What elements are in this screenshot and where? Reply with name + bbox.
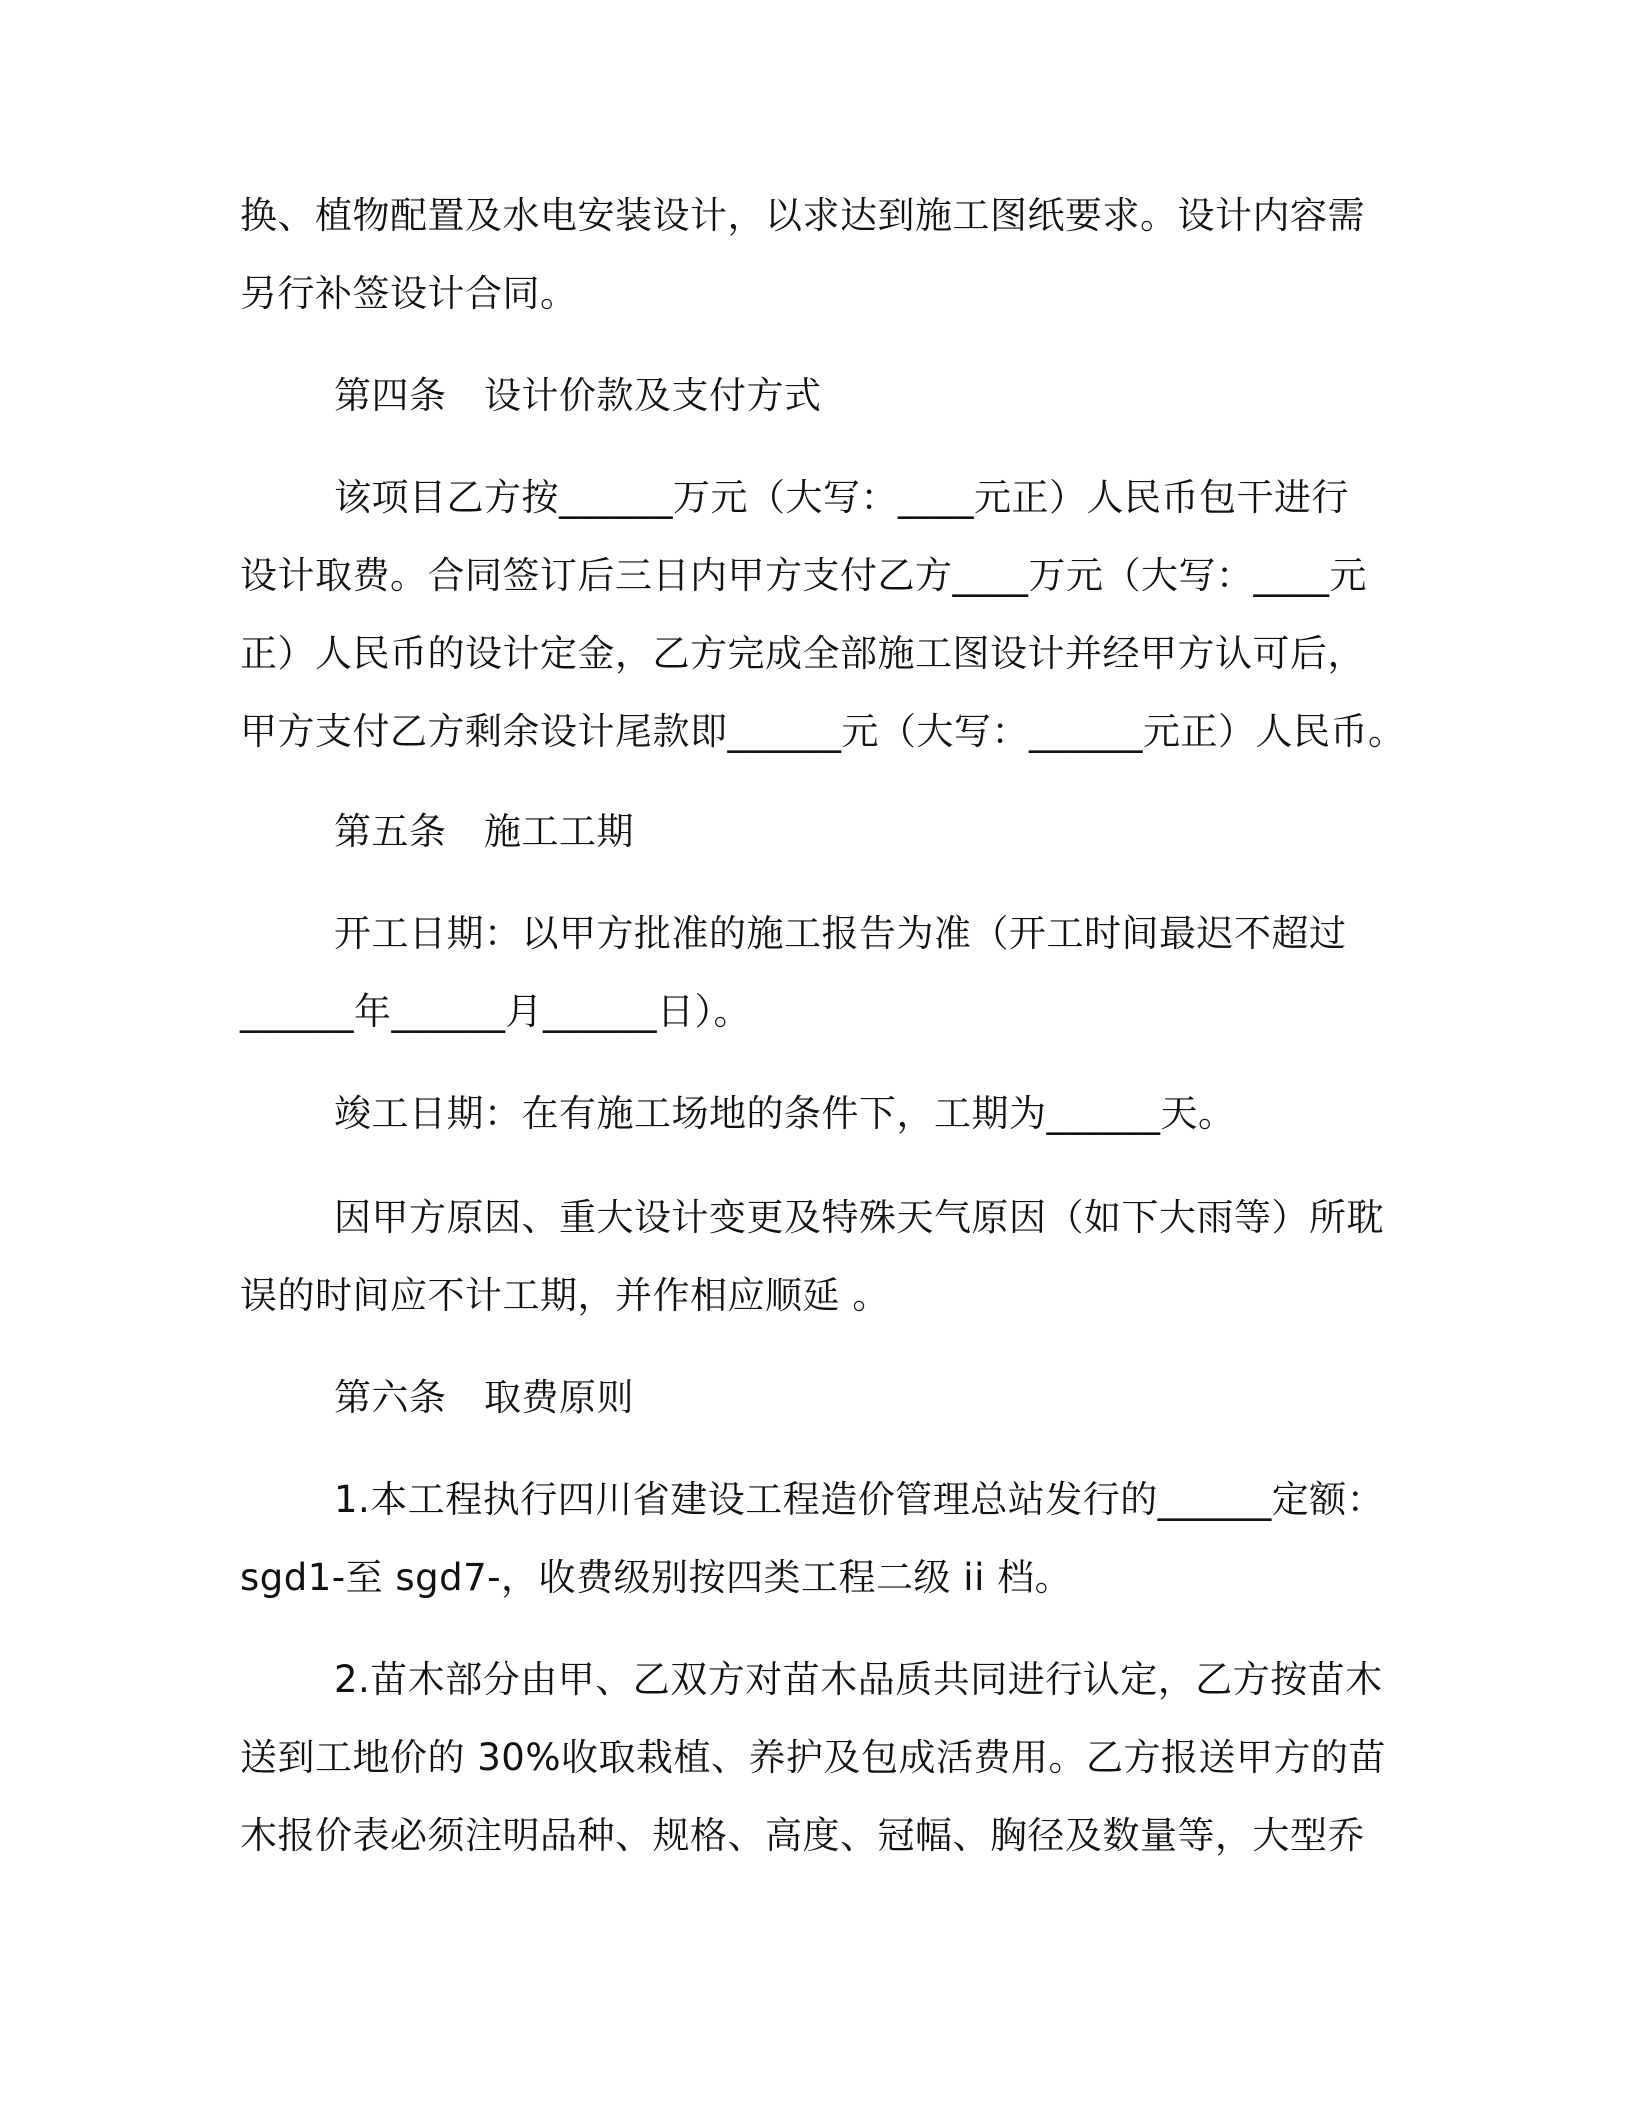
paragraph-line: ______年______月______日）。 xyxy=(240,990,751,1033)
paragraph-line: 开工日期：以甲方批准的施工报告为准（开工时间最迟不超过 xyxy=(334,912,1347,955)
paragraph-line: 竣工日期：在有施工场地的条件下，工期为______天。 xyxy=(334,1092,1236,1135)
paragraph-line: 因甲方原因、重大设计变更及特殊天气原因（如下大雨等）所耽 xyxy=(334,1196,1384,1239)
paragraph-line: 甲方支付乙方剩余设计尾款即______元（大写：______元正）人民币。 xyxy=(240,710,1406,753)
paragraph-line: 误的时间应不计工期，并作相应顺延 。 xyxy=(240,1274,890,1317)
paragraph-line: 木报价表必须注明品种、规格、高度、冠幅、胸径及数量等，大型乔 xyxy=(240,1814,1365,1857)
section-heading-4: 第四条 设计价款及支付方式 xyxy=(334,374,822,417)
paragraph-line: sgd1-至 sgd7-，收费级别按四类工程二级 ii 档。 xyxy=(240,1556,1073,1599)
paragraph-line: 设计取费。合同签订后三日内甲方支付乙方____万元（大写：____元 xyxy=(240,554,1367,597)
paragraph-line: 换、植物配置及水电安装设计，以求达到施工图纸要求。设计内容需 xyxy=(240,194,1365,237)
paragraph-line: 另行补签设计合同。 xyxy=(240,272,578,315)
section-heading-5: 第五条 施工工期 xyxy=(334,810,634,853)
paragraph-line: 该项目乙方按______万元（大写：____元正）人民币包干进行 xyxy=(334,476,1349,519)
section-heading-6: 第六条 取费原则 xyxy=(334,1376,634,1419)
paragraph-line: 1.本工程执行四川省建设工程造价管理总站发行的______定额： xyxy=(334,1478,1385,1521)
paragraph-line: 2.苗木部分由甲、乙双方对苗木品质共同进行认定，乙方按苗木 xyxy=(334,1658,1383,1701)
paragraph-line: 送到工地价的 30%收取栽植、养护及包成活费用。乙方报送甲方的苗 xyxy=(240,1736,1386,1779)
paragraph-line: 正）人民币的设计定金，乙方完成全部施工图设计并经甲方认可后， xyxy=(240,632,1365,675)
